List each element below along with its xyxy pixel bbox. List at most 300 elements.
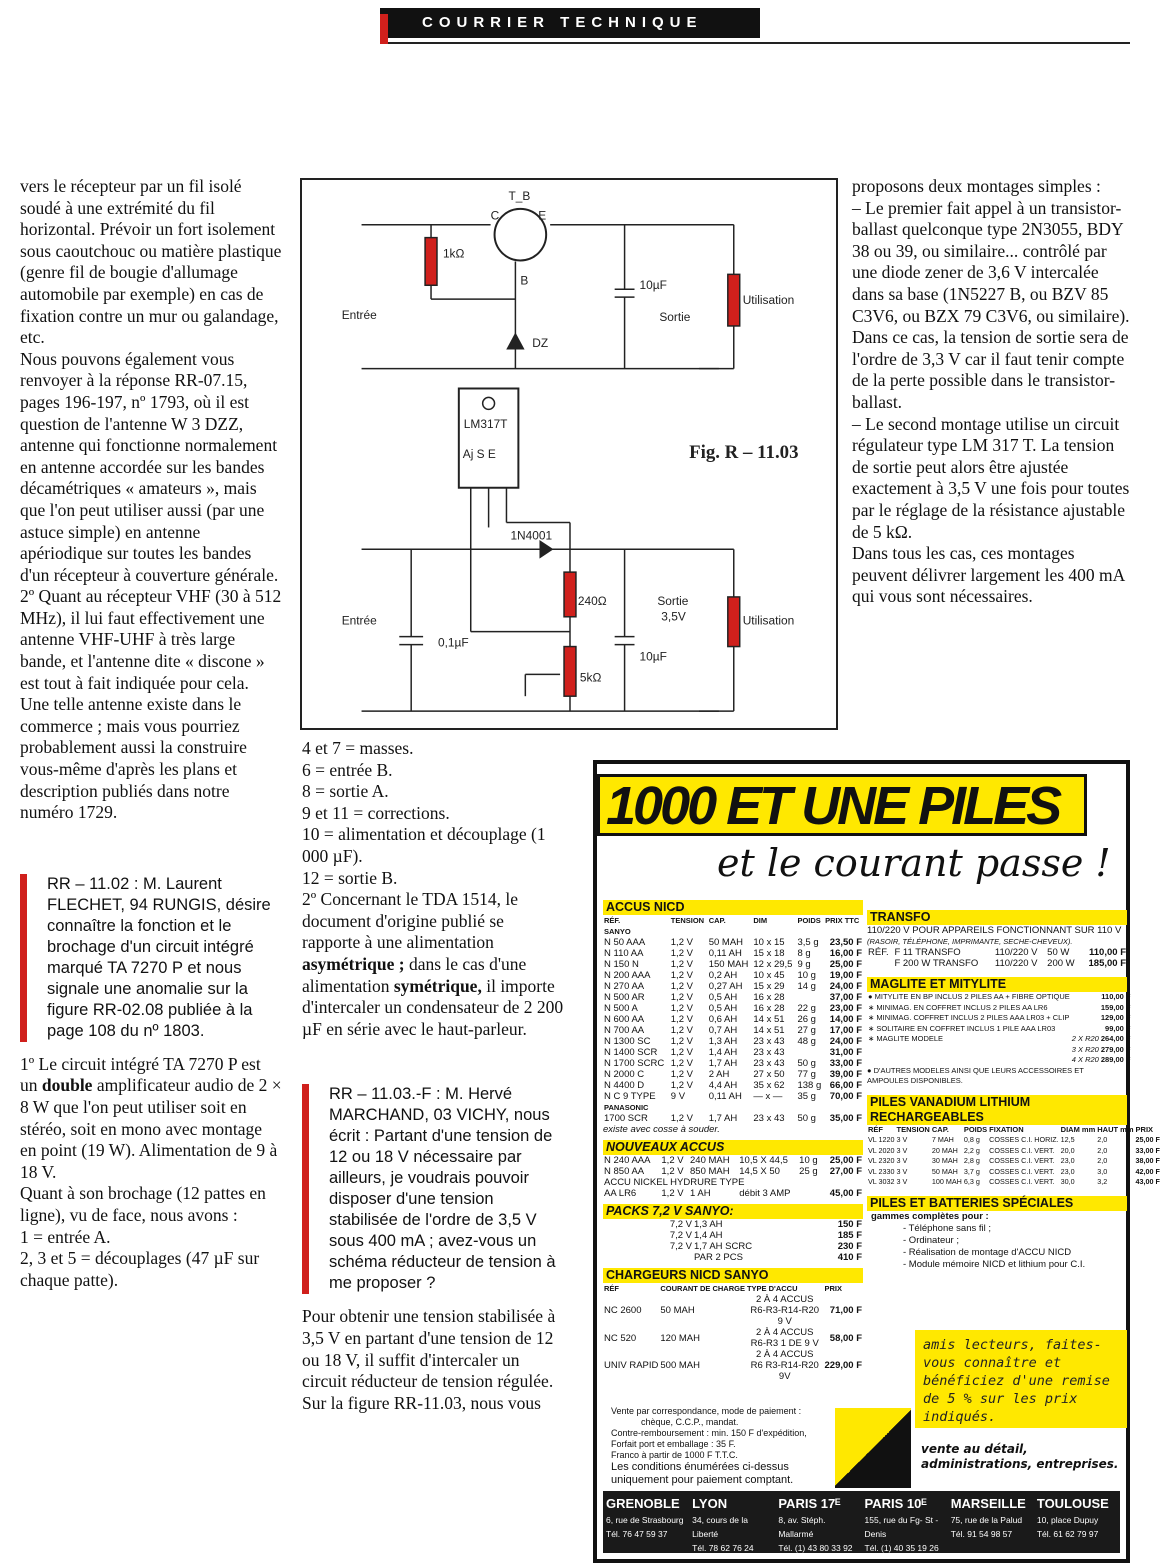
paragraph: 2º Concernant le TDA 1514, le document d'origine publié se rapporte à une alimentation asymétrique ; dans le cas d'une alimentation symétrique, il importe d'intercaler un condensateur de 2 200 µF en série avec le haut-parleur. [302, 889, 564, 1039]
pin-line: 8 = sortie A. [302, 781, 389, 802]
table-cell: N 200 AAA [604, 970, 651, 981]
table-cell: 230 F [837, 1241, 862, 1252]
table-cell: 42,00 F [1135, 1166, 1160, 1176]
table-cell: F 11 TRANSFO [894, 947, 961, 958]
table-row [603, 1014, 863, 1025]
table-row [603, 970, 863, 981]
table-cell [867, 1055, 1071, 1066]
paragraph: proposons deux montages simples : [852, 176, 1101, 196]
column-2 [302, 738, 564, 1040]
table-cell: TENSION [670, 916, 705, 925]
store-addr: 6, rue de Strasbourg [606, 1515, 684, 1525]
table-cell: 1,2 V [670, 1069, 693, 1080]
table-row [603, 1177, 863, 1188]
table-cell: 150 MAH [708, 959, 749, 970]
paragraph: Quant à son brochage (12 pattes en ligne), vu de face, nous avons : [20, 1183, 266, 1225]
table-cell: 7 MAH [931, 1135, 954, 1144]
store-location [862, 1491, 948, 1553]
note: ● D'AUTRES MODELES AINSI QUE LEURS ACCESSOIRES ET AMPOULES DISPONIBLES. [867, 1065, 1084, 1085]
table-row [603, 1230, 863, 1241]
circuit-diagram [302, 180, 836, 728]
table-cell: RÉF. [868, 947, 889, 958]
table-cell: 14,5 X 50 [739, 1166, 780, 1177]
table-cell: 70,00 F [829, 1091, 862, 1102]
table-cell: N 1400 SCR [604, 1047, 658, 1058]
table-row [603, 992, 863, 1003]
store-addr: 8, av. Stéph. Mallarmé [778, 1515, 826, 1539]
table-cell: 100 MAH [931, 1177, 962, 1186]
table-cell: 14 g [797, 981, 816, 992]
table-cell: PAR 2 PCS [694, 1252, 743, 1263]
header-accent [380, 14, 388, 44]
table-cell: 110/220 V [994, 947, 1038, 958]
table-cell: 22 g [797, 1003, 816, 1014]
table-cell: 200 W [1047, 958, 1075, 969]
section-title: PILES ET BATTERIES SPÉCIALES [867, 1196, 1127, 1211]
table-cell: 264,00 F [1100, 1034, 1131, 1043]
table-row [603, 1283, 863, 1294]
chargeurs-table [603, 1283, 863, 1382]
table-cell: 3 V [896, 1156, 908, 1165]
store-name: TOULOUSE [1036, 1496, 1109, 1511]
table-cell: COSSES C.I. VERT. [989, 1156, 1055, 1165]
packs-section [603, 1204, 863, 1263]
condition-line: Franco à partir de 1000 F T.T.C. [611, 1450, 738, 1460]
figure-caption: Fig. R – 11.03 [689, 441, 799, 463]
table-cell: 50 W [1047, 947, 1070, 958]
table-cell: 33,00 F [829, 1058, 862, 1069]
paragraph: Nous pouvons également vous renvoyer à la réponse RR-07.15, pages 196-197, nº 1793, où il est question de l'antenne W 3 DZZ, antenne qui fonctionne normalement en antenne accordée sur les bandes décamétriques « amateurs », mais que l'on peut utiliser aussi (par une astuce simple) en antenne apériodique sur toutes les bandes d'un récepteur à couverture générale. [20, 348, 279, 585]
table-cell: F 200 W TRANSFO [894, 958, 979, 969]
table-cell: 17,00 F [829, 1025, 862, 1036]
store-location [603, 1491, 689, 1553]
table-cell: POIDS [963, 1124, 988, 1134]
text: 110/220 V POUR APPAREILS FONCTIONNANT SUR 110 V [867, 925, 1122, 936]
pin-line: 6 = entrée B. [302, 759, 393, 780]
table-row [867, 1177, 1161, 1188]
table-cell: 48 g [797, 1036, 816, 1047]
table-cell: 0,11 AH [708, 948, 742, 959]
list-item: - Réalisation de montage d'ACCU NICD [903, 1246, 1072, 1258]
table-row [867, 1055, 1131, 1066]
table-cell: 3 X R20 [1071, 1044, 1099, 1054]
table-row [603, 1252, 863, 1263]
table-cell: N 110 AA [604, 948, 644, 959]
table-cell: 35 x 62 [753, 1080, 785, 1091]
table-cell: 410 F [837, 1252, 862, 1263]
table-cell: 3,0 [1097, 1166, 1108, 1176]
speciales-section [867, 1196, 1127, 1271]
table-cell: 3 V [896, 1166, 908, 1176]
table-cell: CAP. [708, 916, 726, 925]
table-cell: PRIX TTC [825, 916, 860, 925]
table-cell [796, 1047, 824, 1058]
table-cell: 1,7 AH [708, 1058, 738, 1069]
table-cell: débit 3 AMP [739, 1188, 791, 1199]
table-cell: 16,00 F [829, 948, 862, 959]
list-item: - Ordinateur ; [903, 1234, 959, 1246]
table-cell: 10 g [799, 1155, 818, 1166]
table-cell: 1,7 AH [708, 1113, 738, 1124]
table-cell: N 4400 D [604, 1080, 645, 1091]
table-cell: 27 g [797, 1025, 816, 1036]
table-cell: 0,2 AH [708, 970, 738, 981]
table-cell: 25 g [799, 1166, 818, 1177]
store-location [948, 1491, 1034, 1553]
table-row [603, 1058, 863, 1069]
table-cell: 8 g [797, 948, 811, 959]
condition-line: chèque, C.C.P., mandat. [641, 1417, 739, 1427]
store-tel: Tél. 61 62 79 97 [1036, 1529, 1099, 1539]
table-cell: N 850 AA [604, 1166, 645, 1177]
table-cell: 1,7 AH SCRC [694, 1241, 753, 1252]
table-cell: 1,4 AH [708, 1047, 738, 1058]
table-cell: 2 X R20 [1071, 1034, 1099, 1043]
table-row [603, 1155, 863, 1166]
transfo-section [867, 910, 1127, 969]
table-cell: 229,00 F [824, 1360, 862, 1371]
paragraph: Dans tous les cas, ces montages peuvent délivrer largement les 400 mA qui vous sont nécessaires. [852, 543, 1125, 607]
ad-subtitle: et le courant passe ! [717, 841, 1111, 885]
table-cell: 4 X R20 [1071, 1055, 1099, 1064]
section-title: PILES VANADIUM LITHIUM RECHARGEABLES [867, 1095, 1127, 1125]
ad-right-stack [867, 910, 1160, 1271]
table-cell: ∗ SOLITAIRE EN COFFRET INCLUS 1 PILE AAA LR03 [868, 1023, 1056, 1033]
paragraph: 1º Le circuit intégré TA 7270 P est un double amplificateur audio de 2 × 8 W que l'on peut utiliser soit en stéréo, soit en mono avec montage en point (19 W). Alimentation de 9 à 18 V. [20, 1053, 282, 1182]
table-cell: 1,2 V [670, 1047, 693, 1058]
table-cell: TYPE D'ACCU [746, 1284, 798, 1293]
label-load-2: Utilisation [742, 613, 795, 628]
table-row [603, 1188, 863, 1199]
table-row [603, 1069, 863, 1080]
table-cell: 20 MAH [931, 1145, 958, 1155]
store-locations [603, 1491, 1120, 1553]
chargeurs-section [603, 1268, 863, 1382]
table-cell: 50 MAH [708, 937, 744, 948]
table-cell: 6,3 g [963, 1177, 980, 1186]
table-row [603, 948, 863, 959]
table-cell: 3,5 g [797, 937, 819, 948]
table-row [603, 1241, 863, 1252]
text: (RASOIR, TÉLÉPHONE, IMPRIMANTE, SECHE-CHEVEUX). [867, 937, 1073, 946]
list-item: - Module mémoire NICD et lithium pour C.I. [903, 1258, 1086, 1270]
table-cell: ∗ MINIMAG. EN COFFRET INCLUS 2 PILES AA LR6 [868, 1002, 1048, 1012]
label-5k: 5kΩ [579, 670, 602, 685]
table-cell: ACCU NICKEL HYDRURE TYPE [604, 1177, 745, 1188]
table-cell: 2,0 [1097, 1156, 1108, 1165]
paragraph: – Le second montage utilise un circuit régulateur type LM 317 T. La tension de sortie peut alors être ajustée exactement à 3,5 V une fois pour toutes par le réglage de la résistance ajustable de 5 kΩ. [852, 413, 1130, 542]
table-cell: 2,2 g [963, 1145, 980, 1155]
table-cell: UNIV RAPID [604, 1360, 659, 1371]
condition-line: Forfait port et emballage : 35 F. [611, 1439, 736, 1449]
table-cell: 9 V [670, 1091, 686, 1102]
store-location [775, 1491, 861, 1553]
table-cell: 2 À 4 ACCUS R6-R3 1 DE 9 V [750, 1327, 819, 1349]
table-row [867, 1156, 1161, 1167]
table-row [867, 1167, 1161, 1178]
table-cell: 1,2 V [670, 1113, 693, 1124]
table-cell [867, 1045, 1071, 1056]
note: existe avec cosse à souder. [603, 1124, 720, 1135]
store-addr: 155, rue du Fg- St - Denis [864, 1515, 939, 1539]
table-cell: ∗ MINIMAG. COFFRET INCLUS 2 PILES AAA LR03 + CLIP [868, 1013, 1070, 1022]
table-row [867, 1135, 1161, 1146]
store-name: MARSEILLE [950, 1496, 1026, 1511]
table-cell: 4,4 AH [708, 1080, 738, 1091]
table-cell: 1,2 V [670, 1014, 693, 1025]
table-row [603, 915, 863, 926]
table-cell: 20,0 [1060, 1145, 1075, 1155]
table-cell: 37,00 F [829, 992, 862, 1003]
table-cell [1071, 1003, 1100, 1014]
table-cell: 23 x 43 [753, 1113, 785, 1124]
table-cell: 25,00 F [829, 1155, 862, 1166]
advertisement [593, 760, 1160, 1563]
label-1n4001: 1N4001 [510, 528, 553, 543]
accus-nicd-section [603, 900, 863, 1135]
question-rr-11-03: RR – 11.03.-F : M. Hervé MARCHAND, 03 VICHY, nous écrit : Partant d'une tension de 12 ou 18 V nécessaire par ailleurs, je voudrais pouvoir disposer d'une tension stabilisée de l'ordre de 3,5 V sous 400 mA ; avez-vous un schéma réducteur de tension à me proposer ? [302, 1084, 564, 1294]
table-cell: 19,00 F [829, 970, 862, 981]
table-cell: 1,2 V [670, 992, 693, 1003]
table-cell: 0,27 AH [708, 981, 743, 992]
column-1 [20, 176, 282, 824]
question-rr-11-02: RR – 11.02 : M. Laurent FLECHET, 94 RUNGIS, désire connaître la fonction et le brochage d'un circuit intégré marqué TA 7270 P et nous signale une anomalie sur la figure RR-02.08 publiée à la page 108 du nº 1803. [20, 874, 282, 1042]
table-cell: 7,2 V [669, 1230, 692, 1241]
label-input-2: Entrée [341, 613, 377, 628]
table-cell: 58,00 F [829, 1332, 862, 1344]
table-cell: RÉF [868, 1124, 883, 1134]
ad-title: 1000 ET UNE PILES [597, 774, 1087, 836]
table-cell: N 700 AA [604, 1025, 645, 1036]
table-cell: 3 V [896, 1145, 908, 1155]
table-cell: 1,2 V [670, 1058, 693, 1069]
condition-line: Contre-remboursement : min. 150 F d'expédition, [611, 1428, 807, 1438]
table-cell: 2 AH [708, 1069, 730, 1080]
paragraph: – Le premier fait appel à un transistor-ballast quelconque type 2N3055, BDY 38 ou 39, ou similaire... contrôlé par une diode zener de 3,6 V intercalée dans sa base (1N5227 B, ou BZV 85 C3V6, ou BZX 79 C3V6, ou similaire). Dans ce cas, la tension de sortie sera de l'ordre de 3,3 V car il faut tenir compte de la perte possible dans le transistor-ballast. [852, 197, 1130, 412]
table-cell: 110,00 F [1089, 947, 1126, 958]
table-cell: DIM [753, 916, 768, 925]
column-2-answer: Pour obtenir une tension stabilisée à 3,5 V en partant d'une tension de 12 ou 18 V, il suffit d'intercaler un circuit réducteur de tension régulée. Sur la figure RR-11.03, nous vous [302, 1306, 556, 1413]
table-cell: NC 2600 [604, 1305, 642, 1316]
table-cell: 185,00 F [1088, 958, 1126, 969]
store-location [689, 1491, 775, 1553]
table-cell: 159,00 F [1100, 1002, 1131, 1012]
section-title: CHARGEURS NICD SANYO [603, 1268, 863, 1283]
table-cell: 110,00 F [1101, 992, 1131, 1001]
table-cell: 15 x 18 [753, 948, 785, 959]
table-cell: TENSION [896, 1124, 930, 1134]
table-cell: N 1300 SC [604, 1036, 651, 1047]
table-cell: 35 g [797, 1091, 816, 1102]
table-cell: 3,7 g [963, 1166, 980, 1176]
store-name: PARIS 17ᴱ [778, 1496, 841, 1511]
table-cell: 7,2 V [669, 1241, 692, 1252]
schematic-figure [300, 178, 838, 730]
table-cell: COSSES C.I. VERT. [989, 1177, 1055, 1186]
condition-line: Vente par correspondance, mode de paiement : [611, 1406, 802, 1416]
table-row [867, 1024, 1131, 1035]
table-cell: VL 2330 [868, 1166, 895, 1176]
table-cell: 10,5 X 44,5 [739, 1155, 788, 1166]
table-row [867, 992, 1131, 1003]
table-cell: 14 x 51 [753, 1014, 785, 1025]
table-cell: 3 V [896, 1177, 908, 1186]
column-2-stack [302, 738, 564, 1414]
transfo-table [867, 947, 1127, 969]
label-input: Entrée [341, 308, 377, 323]
table-row [603, 1047, 863, 1058]
runner-illustration [835, 1408, 911, 1488]
table-cell [796, 992, 824, 1003]
table-cell: 240 MAH [690, 1155, 730, 1166]
speciales-list [867, 1223, 1127, 1271]
table-cell: PANASONIC [604, 1103, 649, 1112]
table-cell: VL 2020 [868, 1145, 895, 1155]
table-row [603, 926, 863, 937]
table-cell: 66,00 F [829, 1080, 862, 1091]
maglite-section [867, 977, 1131, 1087]
table-cell: 99,00 F [1105, 1023, 1131, 1033]
table-cell: 16 x 28 [753, 992, 785, 1003]
table-cell: 33,00 F [1135, 1145, 1160, 1155]
section-title: ACCUS NICD [603, 900, 863, 915]
table-cell: 16 x 28 [753, 1003, 785, 1014]
table-cell: 0,11 AH [708, 1091, 742, 1102]
table-cell: N 500 AR [604, 992, 645, 1003]
section-title: MAGLITE ET MITYLITE [867, 977, 1127, 992]
store-name: LYON [692, 1496, 728, 1511]
table-cell: 1,3 AH [694, 1219, 723, 1230]
section-title: NOUVEAUX ACCUS [603, 1140, 863, 1155]
table-cell [867, 958, 893, 969]
table-cell [603, 1252, 693, 1263]
table-cell: 1,2 V [670, 1080, 693, 1091]
table-cell: VL 1220 [868, 1135, 895, 1144]
table-row [603, 1003, 863, 1014]
table-cell: 1,3 AH [708, 1036, 738, 1047]
table-cell: 50 g [797, 1058, 816, 1069]
table-cell: 31,00 F [829, 1047, 862, 1058]
store-tel: Tél. 91 54 98 57 [950, 1529, 1013, 1539]
store-name: GRENOBLE [606, 1496, 680, 1511]
table-cell: 1,2 V [670, 948, 693, 959]
table-cell: 27 x 50 [753, 1069, 785, 1080]
condition-line: Les conditions énumérées ci-dessus uniquement pour paiement comptant. [611, 1461, 794, 1486]
table-row [603, 1219, 863, 1230]
table-cell: POIDS [797, 916, 821, 925]
table-row [603, 1113, 863, 1124]
paragraph: 2º Quant au récepteur VHF (30 à 512 MHz), il lui faut effectivement une antenne VHF-UHF à très large bande, et l'antenne dite « discone » est tout à fait indiquée pour cela. Une telle antenne existe dans le commerce ; mais vous pourriez probablement aussi la construire vous-même d'après les plans et description publiés dans notre numéro 1729. [20, 586, 282, 823]
label-resistor-1k: 1kΩ [442, 246, 465, 261]
label-3-5v: 3,5V [661, 609, 686, 624]
store-tel: Tél. 78 62 76 24 [692, 1543, 754, 1553]
label-240ohm: 240Ω [577, 593, 607, 608]
table-cell: VL 2320 [868, 1156, 895, 1165]
table-cell: 12,5 [1060, 1135, 1075, 1144]
table-cell: 23 x 43 [753, 1036, 785, 1047]
table-row [603, 937, 863, 948]
table-cell: HAUT mm [1097, 1124, 1134, 1134]
table-cell: 23,0 [1060, 1166, 1075, 1176]
table-row [603, 1025, 863, 1036]
label-output: Sortie [659, 309, 691, 324]
promo-box: amis lecteurs, faites-vous connaître et bénéficiez d'une remise de 5 % sur les prix indiqués. [915, 1330, 1127, 1428]
table-cell: — x — [753, 1091, 783, 1102]
vanadium-table [867, 1125, 1161, 1188]
table-row [603, 959, 863, 970]
table-row [867, 1146, 1161, 1157]
table-cell: 1,4 AH [694, 1230, 723, 1241]
table-cell: 15 x 29 [753, 981, 785, 992]
table-cell: 30,0 [1060, 1177, 1075, 1186]
table-cell: 1 AH [690, 1188, 711, 1199]
table-cell: 0,8 g [963, 1135, 980, 1144]
table-cell: 77 g [797, 1069, 816, 1080]
table-cell: SANYO [604, 927, 631, 936]
table-row [603, 981, 863, 992]
label-collector: C [490, 208, 500, 223]
table-cell: 1,2 V [661, 1188, 684, 1199]
table-cell: 50 MAH [660, 1305, 695, 1316]
table-cell: ∗ MAGLITE MODELE [868, 1034, 944, 1043]
table-cell: RÉF [604, 1284, 619, 1293]
table-cell: 39,00 F [829, 1069, 862, 1080]
store-addr: 10, place Dupuy [1036, 1515, 1099, 1525]
table-cell: 9 g [797, 959, 811, 970]
table-cell: 26 g [797, 1014, 816, 1025]
header-rule [380, 42, 1130, 44]
table-cell: COSSES C.I. VERT. [989, 1166, 1055, 1176]
store-tel: Tél. 76 47 59 37 [606, 1529, 668, 1539]
table-row [603, 1080, 863, 1091]
table-cell: 0,5 AH [708, 1003, 738, 1014]
table-cell: 138 g [797, 1080, 822, 1091]
table-cell: 2 À 4 ACCUS R6-R3-R14-R20 9 V [750, 1294, 820, 1327]
table-cell: 14 x 51 [753, 1025, 785, 1036]
table-cell: 38,00 F [1135, 1156, 1160, 1165]
table-cell: 1,2 V [670, 1025, 693, 1036]
table-row [867, 1125, 1161, 1136]
table-cell [1071, 1013, 1100, 1024]
column-3 [852, 176, 1130, 608]
table-cell: 23,50 F [829, 937, 862, 948]
table-cell: ● MITYLITE EN BP INCLUS 2 PILES AA + FIBRE OPTIQUE [868, 992, 1070, 1001]
table-cell: 279,00 F [1100, 1044, 1131, 1054]
table-cell: 23 x 43 [753, 1047, 785, 1058]
table-row [867, 1013, 1131, 1024]
table-cell: CAP. [931, 1124, 949, 1134]
nouveaux-accus-section [603, 1140, 863, 1199]
store-name: PARIS 10ᴱ [864, 1496, 927, 1511]
table-cell: 1,2 V [661, 1166, 684, 1177]
pin-line: 10 = alimentation et découplage (1 000 µF). [302, 824, 546, 866]
table-cell: 10 g [797, 970, 816, 981]
table-cell: COURANT DE CHARGE [660, 1284, 745, 1293]
table-cell: 2,8 g [963, 1156, 980, 1165]
column-3-stack [852, 176, 1130, 608]
table-cell: 1,2 V [670, 981, 693, 992]
table-cell: 150 F [837, 1219, 862, 1230]
store-location [1034, 1491, 1120, 1553]
label-lm317t: LM317T [463, 417, 508, 432]
table-row [867, 947, 1127, 958]
section-header: COURRIER TECHNIQUE [380, 8, 760, 38]
table-row [603, 1349, 863, 1382]
table-cell: 27,00 F [829, 1166, 862, 1177]
table-cell: 289,00 F [1100, 1055, 1131, 1064]
label-output-2: Sortie [657, 593, 689, 608]
table-cell: COSSES C.I. VERT. [989, 1145, 1055, 1155]
